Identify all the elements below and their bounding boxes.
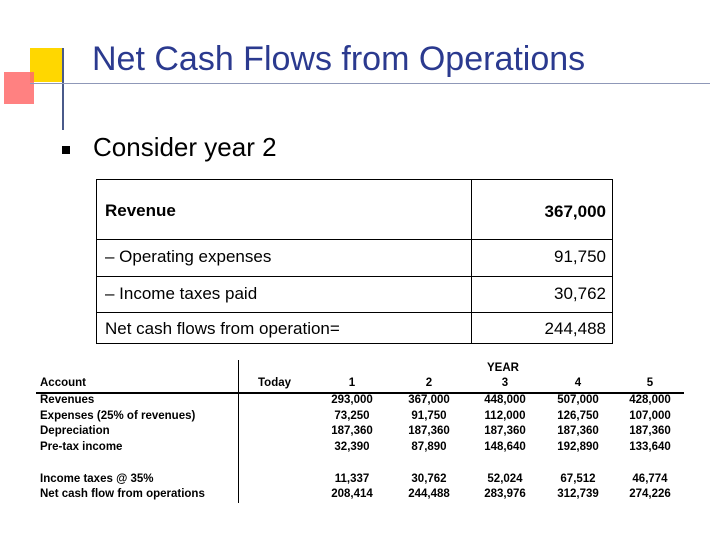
table-cell: 52,024: [487, 473, 523, 485]
table-cell: 507,000: [557, 394, 599, 406]
summary-row-divider: [97, 239, 612, 240]
column-header-today: Today: [258, 377, 292, 389]
table-cell: 67,512: [560, 473, 596, 485]
table-cell: 148,640: [484, 441, 526, 453]
row-label-net-cash-flow: Net cash flow from operations: [40, 488, 205, 500]
table-cell: 187,360: [629, 425, 671, 437]
table-cell: 73,250: [334, 410, 370, 422]
summary-label-revenue: Revenue: [105, 201, 176, 220]
table-cell: 87,890: [411, 441, 447, 453]
table-cell: 11,337: [334, 473, 370, 485]
table-cell: 192,890: [557, 441, 599, 453]
table-cell: 293,000: [331, 394, 373, 406]
row-label-depreciation: Depreciation: [40, 425, 110, 437]
decor-vertical-line: [62, 48, 64, 130]
summary-value-revenue: 367,000: [544, 202, 606, 221]
column-header-year-3: 3: [501, 377, 509, 389]
row-label-pre-tax-income: Pre-tax income: [40, 441, 123, 453]
table-cell: 208,414: [331, 488, 373, 500]
summary-label-net-cash-flows: Net cash flows from operation=: [105, 319, 340, 338]
row-label-expenses: Expenses (25% of revenues): [40, 410, 196, 422]
table-cell: 46,774: [632, 473, 668, 485]
row-label-income-taxes: Income taxes @ 35%: [40, 473, 154, 485]
bullet-text: Consider year 2: [93, 132, 277, 162]
table-vertical-divider: [238, 360, 239, 503]
summary-value-income-taxes: 30,762: [554, 284, 606, 303]
table-cell: 187,360: [408, 425, 450, 437]
table-cell: 30,762: [411, 473, 447, 485]
table-cell: 428,000: [629, 394, 671, 406]
cash-flow-table: [0, 360, 720, 540]
column-header-year-1: 1: [348, 377, 356, 389]
table-cell: 91,750: [411, 410, 447, 422]
summary-label-operating-expenses: – Operating expenses: [105, 247, 272, 266]
decor-red-square: [4, 72, 34, 104]
summary-column-divider: [471, 180, 472, 343]
summary-label-income-taxes: – Income taxes paid: [105, 284, 258, 303]
row-label-revenues: Revenues: [40, 394, 95, 406]
year-header: YEAR: [487, 362, 519, 374]
decor-horizontal-line: [30, 83, 710, 84]
column-header-year-4: 4: [574, 377, 582, 389]
table-cell: 244,488: [408, 488, 450, 500]
column-header-year-5: 5: [646, 377, 654, 389]
summary-row-divider: [97, 312, 612, 313]
table-cell: 133,640: [629, 441, 671, 453]
table-cell: 367,000: [408, 394, 450, 406]
table-cell: 187,360: [484, 425, 526, 437]
table-cell: 274,226: [629, 488, 671, 500]
decor-yellow-square: [30, 48, 64, 82]
slide-title: Net Cash Flows from Operations: [92, 40, 586, 78]
column-header-account: Account: [40, 377, 86, 389]
summary-table: [96, 179, 613, 344]
summary-row-divider: [97, 276, 612, 277]
table-cell: 187,360: [557, 425, 599, 437]
summary-value-net-cash-flows: 244,488: [544, 319, 606, 338]
table-cell: 187,360: [331, 425, 373, 437]
bullet-square-icon: [62, 146, 70, 154]
table-cell: 32,390: [334, 441, 370, 453]
table-cell: 112,000: [484, 410, 526, 422]
summary-value-operating-expenses: 91,750: [554, 247, 606, 266]
table-cell: 283,976: [484, 488, 526, 500]
table-cell: 107,000: [629, 410, 671, 422]
table-cell: 126,750: [557, 410, 599, 422]
table-cell: 312,739: [557, 488, 599, 500]
table-cell: 448,000: [484, 394, 526, 406]
column-header-year-2: 2: [425, 377, 433, 389]
